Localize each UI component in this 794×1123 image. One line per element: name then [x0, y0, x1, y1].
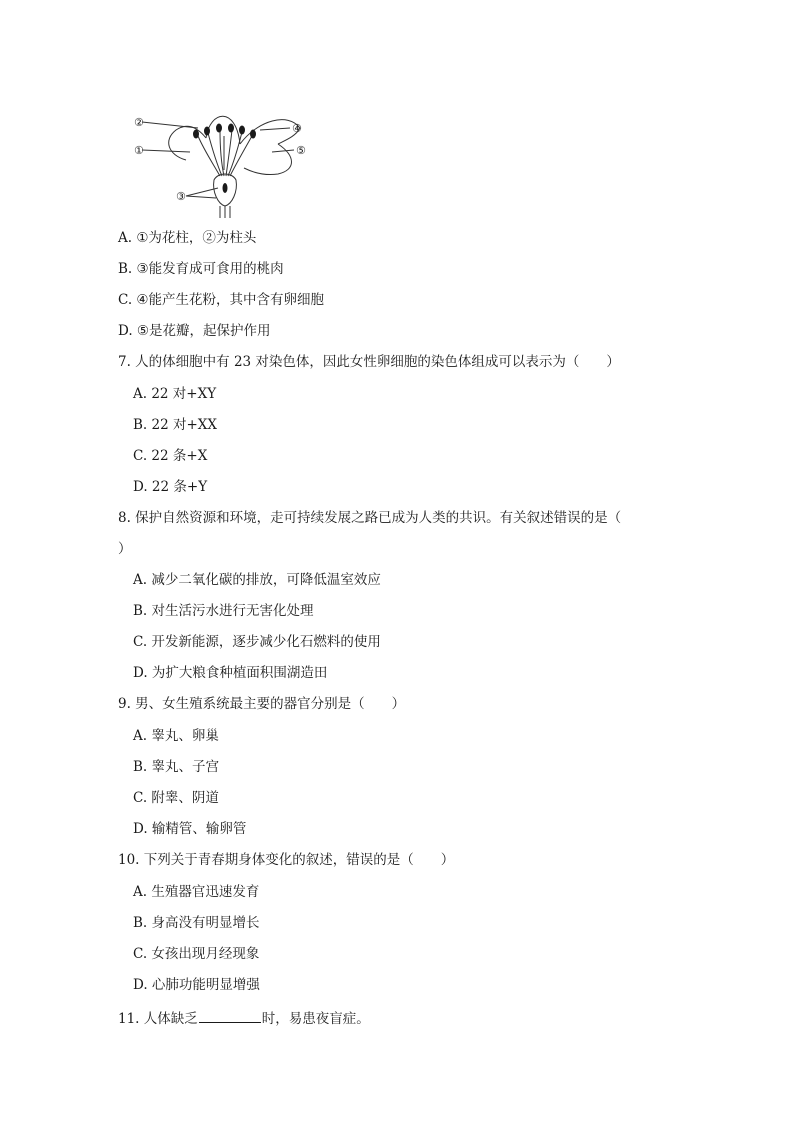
- q9-option-d: D. 输精管、输卵管: [133, 821, 247, 837]
- q7-option-d: D. 22 条+Y: [133, 479, 208, 495]
- q7-option-c: C. 22 条+X: [133, 448, 208, 464]
- q8-option-b: B. 对生活污水进行无害化处理: [133, 603, 314, 619]
- q10-stem: 10. 下列关于青春期身体变化的叙述，错误的是（ ）: [118, 852, 455, 868]
- q8-option-c: C. 开发新能源，逐步减少化石燃料的使用: [133, 634, 381, 650]
- q10-option-c: C. 女孩出现月经现象: [133, 946, 260, 962]
- q8-option-a: A. 减少二氧化碳的排放，可降低温室效应: [133, 572, 381, 588]
- q8-stem: 8. 保护自然资源和环境，走可持续发展之路已成为人类的共识。有关叙述错误的是（: [118, 510, 622, 526]
- q11-stem: [118, 1009, 370, 1028]
- label-4: ④: [292, 122, 302, 135]
- q7-option-b: B. 22 对+XX: [133, 417, 218, 433]
- q6-option-d: D. ⑤是花瓣，起保护作用: [118, 323, 271, 339]
- label-2: ②: [134, 116, 144, 129]
- label-5: ⑤: [296, 144, 306, 157]
- q9-option-b: B. 睾丸、子宫: [133, 759, 220, 775]
- q9-option-c: C. 附睾、阴道: [133, 790, 219, 806]
- q10-option-a: A. 生殖器官迅速发育: [133, 884, 260, 900]
- left-petal: [169, 126, 206, 160]
- q6-option-a: A. ①为花柱，②为柱头: [118, 230, 257, 246]
- stem: [220, 206, 230, 218]
- q10-option-b: B. 身高没有明显增长: [133, 915, 260, 931]
- q9-option-a: A. 睾丸、卵巢: [133, 728, 219, 744]
- q7-option-a: A. 22 对+XY: [133, 386, 217, 402]
- label-1: ①: [134, 144, 144, 157]
- q11-stem-before: 11. 人体缺乏: [118, 1011, 198, 1027]
- q6-option-b: B. ③能发育成可食用的桃肉: [118, 261, 284, 277]
- q11-stem-after: 时，易患夜盲症。: [261, 1011, 370, 1027]
- label-3: ③: [176, 190, 186, 203]
- q11-answer-blank[interactable]: [199, 1009, 261, 1023]
- q9-stem: 9. 男、女生殖系统最主要的器官分别是（ ）: [118, 696, 406, 712]
- right-petal-lower: [244, 144, 292, 175]
- q10-option-d: D. 心肺功能明显增强: [133, 977, 260, 993]
- q8-stem-cont: ）: [118, 541, 132, 557]
- flower-structure-diagram: [128, 100, 318, 218]
- q8-option-d: D. 为扩大粮食种植面积围湖造田: [133, 665, 328, 681]
- q6-option-c: C. ④能产生花粉，其中含有卵细胞: [118, 292, 325, 308]
- q7-stem: 7. 人的体细胞中有 23 对染色体，因此女性卵细胞的染色体组成可以表示为（ ）: [118, 354, 620, 370]
